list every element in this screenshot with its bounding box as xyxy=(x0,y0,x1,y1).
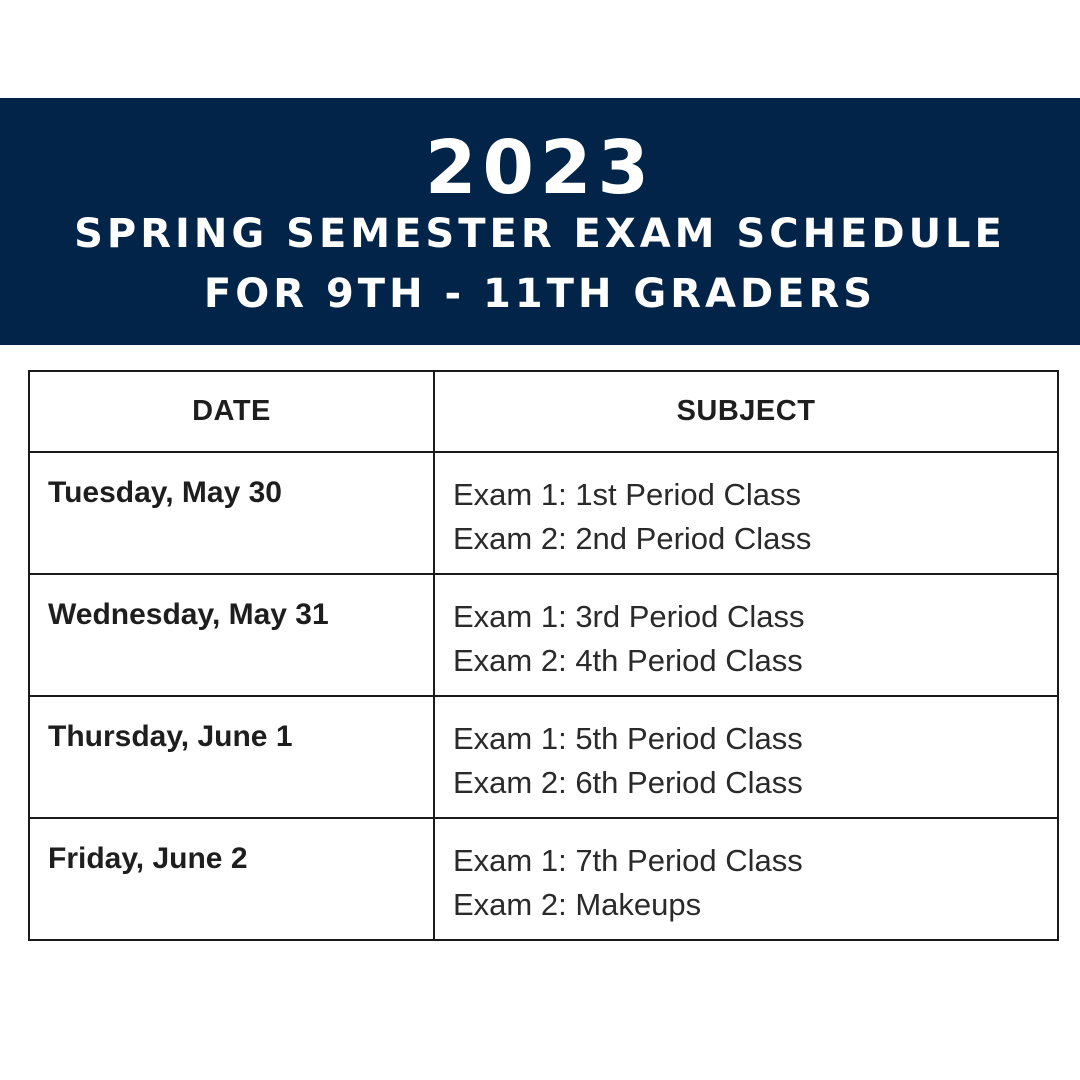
exam-line: Exam 1: 7th Period Class xyxy=(453,843,803,878)
subject-cell xyxy=(434,696,1058,818)
subject-cell xyxy=(434,452,1058,574)
exam-line: Exam 2: Makeups xyxy=(453,887,702,922)
grade-subtitle: FOR 9TH - 11TH GRADERS xyxy=(203,271,877,317)
exam-line: Exam 1: 5th Period Class xyxy=(453,721,803,756)
date-cell: Tuesday, May 30 xyxy=(29,452,434,574)
year-title: 2023 xyxy=(425,125,655,211)
exam-schedule-table xyxy=(28,370,1059,941)
subject-cell xyxy=(434,818,1058,940)
exam-line: Exam 2: 6th Period Class xyxy=(453,765,803,800)
subject-cell xyxy=(434,574,1058,696)
date-cell: Wednesday, May 31 xyxy=(29,574,434,696)
exam-line: Exam 2: 2nd Period Class xyxy=(453,521,812,556)
header-banner xyxy=(0,98,1080,345)
exam-line: Exam 2: 4th Period Class xyxy=(453,643,803,678)
column-header-date: DATE xyxy=(29,371,434,452)
date-cell: Thursday, June 1 xyxy=(29,696,434,818)
table-row xyxy=(29,818,1058,940)
schedule-title: SPRING SEMESTER EXAM SCHEDULE xyxy=(74,211,1006,257)
table-header-row xyxy=(29,371,1058,452)
exam-line: Exam 1: 3rd Period Class xyxy=(453,599,805,634)
exam-line: Exam 1: 1st Period Class xyxy=(453,477,802,512)
date-cell: Friday, June 2 xyxy=(29,818,434,940)
table-row xyxy=(29,574,1058,696)
column-header-subject: SUBJECT xyxy=(434,371,1058,452)
table-row xyxy=(29,696,1058,818)
table-row xyxy=(29,452,1058,574)
